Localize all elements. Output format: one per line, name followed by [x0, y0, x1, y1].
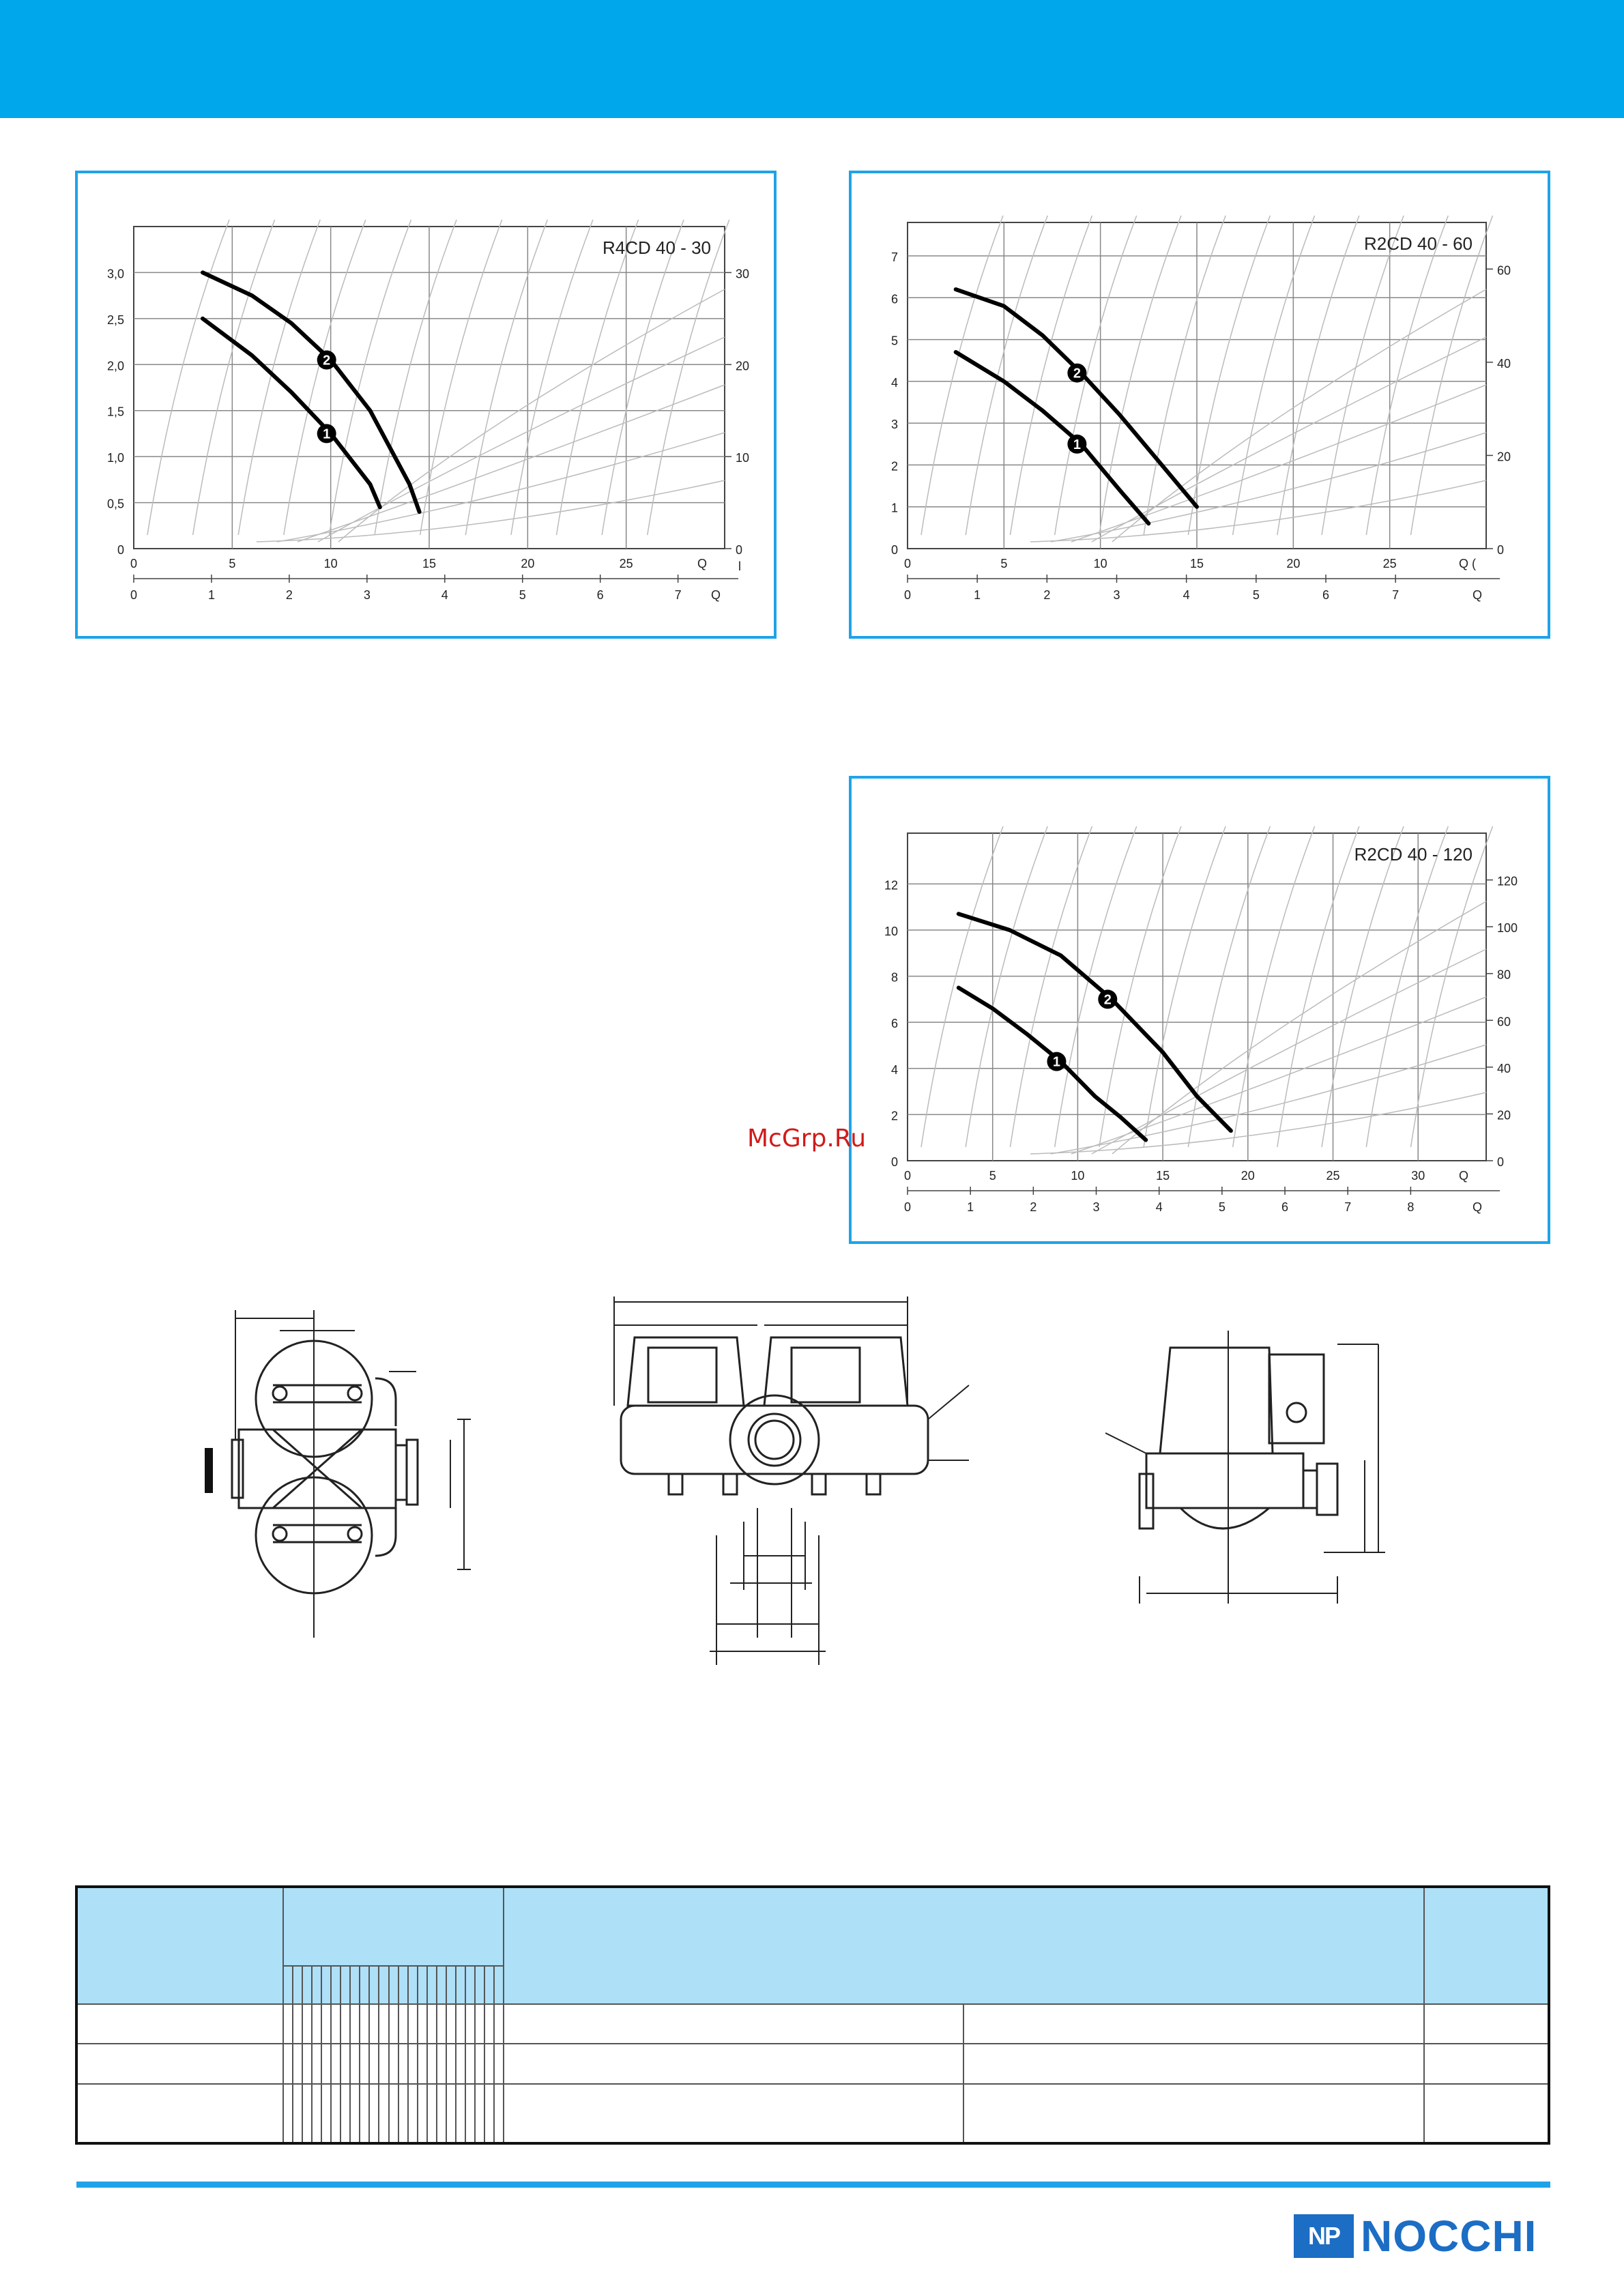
table-cell	[1424, 2044, 1549, 2083]
table-cell	[293, 2044, 302, 2083]
x-tick-label: 0	[903, 1169, 912, 1183]
y2-tick-label: 20	[1497, 450, 1511, 464]
x2-tick-label: 7	[1392, 588, 1400, 602]
table-cell	[350, 2004, 360, 2044]
table-cell	[446, 2044, 456, 2083]
y2-tick-label: 0	[736, 543, 743, 557]
table-cell	[465, 2084, 475, 2143]
y2-tick-label: 30	[736, 267, 750, 281]
table-cell	[283, 2084, 293, 2143]
x-tick-label: 0	[903, 557, 912, 570]
y-tick-label: 4	[890, 375, 898, 390]
table-header-cell	[1424, 1887, 1549, 2004]
chart-title: R2CD 40 - 120	[1354, 844, 1473, 865]
table-cell	[494, 2044, 504, 2083]
table-cell	[312, 2044, 321, 2083]
table-cell	[293, 2084, 302, 2143]
x-tick-label: 20	[521, 557, 535, 570]
x2-tick-label: 3	[1113, 588, 1120, 602]
table-cell	[379, 2084, 388, 2143]
table-subheader-cell	[369, 1966, 379, 2004]
table-cell	[350, 2044, 360, 2083]
table-subheader-cell	[456, 1966, 465, 2004]
x2-tick-label: 4	[441, 588, 448, 602]
y-tick-label: 4	[890, 1062, 898, 1077]
table-cell	[340, 2084, 350, 2143]
y-tick-label: 7	[890, 250, 898, 265]
table-cell	[369, 2084, 379, 2143]
x-axis-label: Q (	[1459, 557, 1476, 570]
y-tick-label: 0	[117, 543, 124, 557]
x2-tick-label: 6	[1281, 1200, 1289, 1214]
table-cell	[456, 2004, 465, 2044]
table-cell	[437, 2004, 446, 2044]
table-cell	[302, 2004, 312, 2044]
x2-tick-label: 0	[903, 1200, 912, 1214]
x2-tick-label: 5	[519, 588, 526, 602]
table-subheader-cell	[446, 1966, 456, 2004]
y-tick-label: 2,5	[106, 313, 124, 327]
table-subheader-cell	[331, 1966, 340, 2004]
table-subheader-cell	[302, 1966, 312, 2004]
y-tick-label: 2	[890, 1109, 898, 1123]
curve-label-1: 1	[1073, 437, 1081, 452]
x2-tick-label: 8	[1407, 1200, 1415, 1214]
table-row	[76, 2004, 1549, 2044]
table-cell	[494, 2084, 504, 2143]
x-tick-label: 25	[1326, 1169, 1340, 1183]
table-cell	[475, 2084, 484, 2143]
table-cell	[312, 2084, 321, 2143]
table-cell	[963, 2044, 1424, 2083]
table-cell	[1424, 2004, 1549, 2044]
x2-tick-label: 7	[674, 588, 682, 602]
table-cell	[283, 2044, 293, 2083]
table-subheader-cell	[321, 1966, 331, 2004]
table-cell	[350, 2084, 360, 2143]
table-cell	[963, 2004, 1424, 2044]
x2-axis-label: Q	[711, 588, 721, 602]
table-cell	[504, 2084, 963, 2143]
pump-top-view-drawing	[205, 1283, 505, 1665]
table-cell	[321, 2004, 331, 2044]
chart-title: R4CD 40 - 30	[603, 237, 711, 258]
table-cell	[408, 2004, 418, 2044]
table-subheader-cell	[437, 1966, 446, 2004]
table-cell	[331, 2084, 340, 2143]
y2-tick-label: 120	[1497, 874, 1518, 888]
table-subheader-cell	[494, 1966, 504, 2004]
table-subheader-cell	[350, 1966, 360, 2004]
chart-box-1	[75, 171, 777, 639]
y2-tick-label: 60	[1497, 263, 1511, 278]
x-tick-label: 10	[1093, 557, 1107, 570]
x2-tick-label: 1	[967, 1200, 974, 1214]
y-tick-label: 0,5	[106, 497, 124, 511]
y-tick-label: 0	[890, 543, 898, 557]
table-subheader-cell	[389, 1966, 398, 2004]
x2-tick-label: 3	[1092, 1200, 1100, 1214]
x2-tick-label: 2	[285, 588, 293, 602]
x-tick-label: 30	[1411, 1169, 1425, 1183]
watermark-text: McGrp.Ru	[747, 1125, 867, 1153]
table-subheader-cell	[293, 1966, 302, 2004]
table-cell	[369, 2044, 379, 2083]
table-cell	[389, 2044, 398, 2083]
table-cell	[321, 2084, 331, 2143]
table-cell	[504, 2044, 963, 2083]
table-cell	[302, 2084, 312, 2143]
table-cell	[293, 2004, 302, 2044]
table-cell	[504, 2004, 963, 2044]
table-cell	[389, 2084, 398, 2143]
bottom-rule	[76, 2182, 1550, 2188]
chart-r2cd-40-120	[852, 779, 1548, 1241]
top-color-band	[0, 0, 1624, 118]
table-cell	[418, 2004, 427, 2044]
table-subheader-cell	[360, 1966, 369, 2004]
x2-tick-label: 0	[130, 588, 138, 602]
table-row	[76, 2084, 1549, 2143]
table-cell	[321, 2044, 331, 2083]
x-tick-label: 15	[422, 557, 437, 570]
y2-extra-label: l	[738, 560, 741, 573]
y2-tick-label: 80	[1497, 968, 1511, 982]
table-cell	[475, 2004, 484, 2044]
table-cell	[437, 2084, 446, 2143]
table-header-cell	[283, 1887, 504, 1966]
x2-tick-label: 1	[974, 588, 981, 602]
table-cell	[1424, 2084, 1549, 2143]
x2-tick-label: 5	[1252, 588, 1260, 602]
y2-tick-label: 60	[1497, 1015, 1511, 1029]
x2-tick-label: 1	[207, 588, 215, 602]
curve-label-2: 2	[1103, 992, 1112, 1008]
curve-label-1: 1	[323, 426, 331, 442]
x-tick-label: 15	[1156, 1169, 1170, 1183]
table-cell	[408, 2084, 418, 2143]
table-cell	[456, 2084, 465, 2143]
table-cell	[331, 2004, 340, 2044]
y-tick-label: 2,0	[106, 359, 124, 373]
x2-tick-label: 5	[1218, 1200, 1226, 1214]
table-cell	[340, 2004, 350, 2044]
y2-tick-label: 10	[736, 451, 750, 465]
table-cell	[76, 2084, 283, 2143]
x2-tick-label: 6	[1322, 588, 1330, 602]
table-cell	[302, 2044, 312, 2083]
table-row	[76, 2044, 1549, 2083]
plot-frame	[908, 833, 1486, 1161]
table-cell	[360, 2084, 369, 2143]
curve-label-1: 1	[1052, 1054, 1061, 1070]
y-tick-label: 10	[884, 924, 898, 938]
table-subheader-cell	[475, 1966, 484, 2004]
table-cell	[427, 2084, 437, 2143]
x-tick-label: 25	[1382, 557, 1397, 570]
chart-box-3	[849, 776, 1550, 1244]
chart-box-2	[849, 171, 1550, 639]
table-cell	[963, 2084, 1424, 2143]
table-cell	[369, 2004, 379, 2044]
table-cell	[379, 2004, 388, 2044]
table-header-cell	[76, 1887, 283, 2004]
x2-tick-label: 3	[363, 588, 371, 602]
x-tick-label: 20	[1241, 1169, 1255, 1183]
y-tick-label: 1,0	[106, 451, 124, 465]
table-cell	[465, 2044, 475, 2083]
x2-tick-label: 2	[1030, 1200, 1037, 1214]
table-cell	[408, 2044, 418, 2083]
y-tick-label: 6	[890, 1017, 898, 1031]
table-subheader-cell	[283, 1966, 293, 2004]
chart-r4cd-40-30	[78, 173, 774, 636]
table-cell	[465, 2004, 475, 2044]
x-tick-label: 5	[1000, 557, 1008, 570]
table-subheader-cell	[427, 1966, 437, 2004]
table-cell	[484, 2004, 494, 2044]
x2-axis-label: Q	[1473, 588, 1483, 602]
specification-table	[75, 1885, 1550, 2145]
y-tick-label: 0	[890, 1155, 898, 1169]
x-tick-label: 10	[323, 557, 338, 570]
table-subheader-cell	[418, 1966, 427, 2004]
x-tick-label: 25	[619, 557, 633, 570]
table-cell	[360, 2004, 369, 2044]
table-cell	[418, 2084, 427, 2143]
y2-tick-label: 20	[736, 359, 750, 373]
y2-tick-label: 40	[1497, 356, 1511, 371]
table-subheader-cell	[408, 1966, 418, 2004]
x2-tick-label: 7	[1344, 1200, 1352, 1214]
x-tick-label: 5	[229, 557, 236, 570]
table-cell	[427, 2044, 437, 2083]
table-cell	[427, 2004, 437, 2044]
x-tick-label: 5	[989, 1169, 996, 1183]
x2-tick-label: 6	[596, 588, 604, 602]
x-tick-label: 15	[1189, 557, 1204, 570]
chart-r2cd-40-60	[852, 173, 1548, 636]
table-cell	[398, 2084, 408, 2143]
pump-side-view-drawing	[1105, 1317, 1406, 1631]
x2-tick-label: 4	[1183, 588, 1190, 602]
y-tick-label: 1	[890, 501, 898, 515]
table-cell	[340, 2044, 350, 2083]
y-tick-label: 6	[890, 292, 898, 306]
y2-tick-label: 0	[1497, 1155, 1505, 1169]
table-cell	[360, 2044, 369, 2083]
table-header-cell	[504, 1887, 1424, 2004]
x-axis-label: Q	[697, 557, 708, 570]
logo-wordmark: NOCCHI	[1361, 2212, 1537, 2261]
y-tick-label: 1,5	[106, 405, 124, 419]
table-cell	[76, 2004, 283, 2044]
table-cell	[331, 2044, 340, 2083]
x-tick-label: 10	[1071, 1169, 1085, 1183]
chart-title: R2CD 40 - 60	[1364, 233, 1473, 254]
y2-tick-label: 0	[1497, 543, 1505, 557]
y2-tick-label: 40	[1497, 1061, 1511, 1075]
table-cell	[389, 2004, 398, 2044]
table-subheader-cell	[379, 1966, 388, 2004]
y2-tick-label: 100	[1497, 921, 1518, 936]
table-cell	[312, 2004, 321, 2044]
table-cell	[446, 2004, 456, 2044]
table-cell	[379, 2044, 388, 2083]
table-subheader-cell	[465, 1966, 475, 2004]
y-tick-label: 3	[890, 418, 898, 432]
logo-mark: NP	[1294, 2214, 1354, 2258]
y-tick-label: 12	[884, 878, 898, 893]
curve-label-2: 2	[323, 353, 331, 368]
table-cell	[484, 2044, 494, 2083]
table-subheader-cell	[484, 1966, 494, 2004]
nocchi-logo	[1294, 2212, 1537, 2261]
x2-axis-label: Q	[1473, 1200, 1483, 1214]
table-cell	[484, 2084, 494, 2143]
y2-tick-label: 20	[1497, 1108, 1511, 1122]
x2-tick-label: 0	[903, 588, 912, 602]
y-tick-label: 5	[890, 334, 898, 348]
table-cell	[456, 2044, 465, 2083]
table-cell	[398, 2044, 408, 2083]
y-tick-label: 8	[890, 970, 898, 985]
x-tick-label: 20	[1286, 557, 1301, 570]
x2-tick-label: 2	[1043, 588, 1051, 602]
table-cell	[398, 2004, 408, 2044]
table-subheader-cell	[312, 1966, 321, 2004]
table-cell	[76, 2044, 283, 2083]
x2-tick-label: 4	[1155, 1200, 1163, 1214]
curve-label-2: 2	[1073, 366, 1081, 381]
x-axis-label: Q	[1459, 1169, 1469, 1183]
table-subheader-cell	[398, 1966, 408, 2004]
twin-pump-front-view-drawing	[600, 1283, 983, 1692]
table-cell	[475, 2044, 484, 2083]
y-tick-label: 2	[890, 459, 898, 474]
table-subheader-cell	[340, 1966, 350, 2004]
table-cell	[494, 2004, 504, 2044]
table-cell	[446, 2084, 456, 2143]
table-cell	[418, 2044, 427, 2083]
y-tick-label: 3,0	[106, 267, 124, 281]
table-cell	[283, 2004, 293, 2044]
x-tick-label: 0	[130, 557, 138, 570]
table-cell	[437, 2044, 446, 2083]
